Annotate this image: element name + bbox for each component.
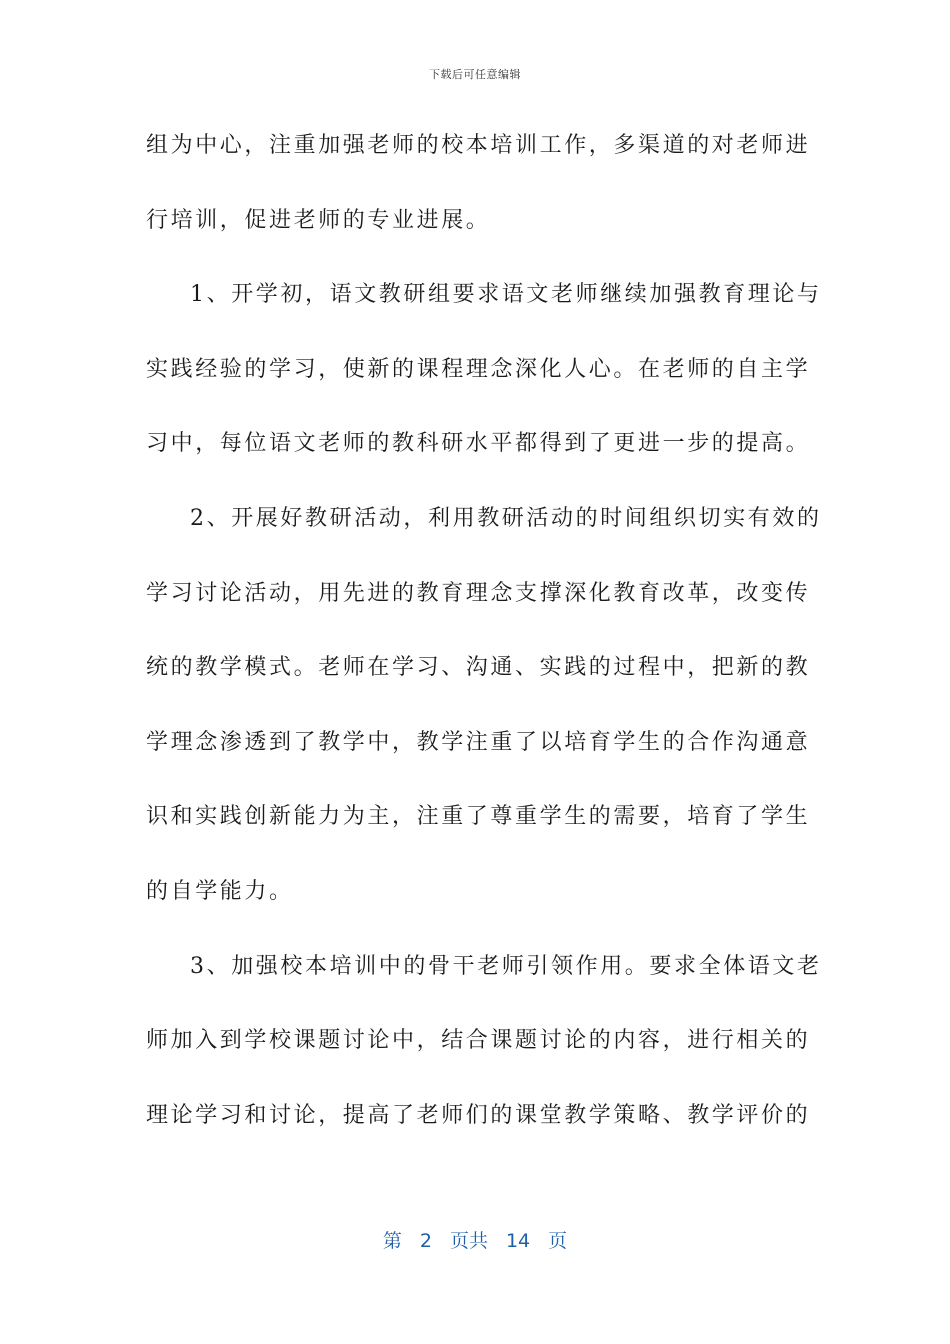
text-line-8: 统的教学模式。老师在学习、沟通、实践的过程中，把新的教 xyxy=(146,655,811,681)
text-line-13: 师加入到学校课题讨论中，结合课题讨论的内容，进行相关的 xyxy=(146,1028,811,1054)
text-line-14: 理论学习和讨论，提高了老师们的课堂教学策略、教学评价的 xyxy=(146,1102,811,1128)
footer-middle: 页共 xyxy=(449,1230,488,1252)
text-line-11: 的自学能力。 xyxy=(146,878,294,904)
footer-prefix: 第 xyxy=(382,1230,402,1252)
footer-page-number: 2 xyxy=(419,1230,432,1252)
footer-suffix: 页 xyxy=(548,1230,568,1252)
text-line-12: 3、加强校本培训中的骨干老师引领作用。要求全体语文老 xyxy=(190,953,822,979)
text-line-2: 行培训，促进老师的专业进展。 xyxy=(146,207,491,233)
text-line-4: 实践经验的学习，使新的课程理念深化人心。在老师的自主学 xyxy=(146,356,811,382)
page-footer xyxy=(0,1226,950,1253)
text-line-7: 学习讨论活动，用先进的教育理念支撑深化教育改革，改变传 xyxy=(146,580,811,606)
text-line-9: 学理念渗透到了教学中，教学注重了以培育学生的合作沟通意 xyxy=(146,729,811,755)
text-line-5: 习中，每位语文老师的教科研水平都得到了更进一步的提高。 xyxy=(146,431,811,457)
text-line-6: 2、开展好教研活动，利用教研活动的时间组织切实有效的 xyxy=(190,505,822,531)
footer-total-pages: 14 xyxy=(505,1230,531,1252)
body-text xyxy=(146,128,822,1172)
text-line-1: 组为中心，注重加强老师的校本培训工作，多渠道的对老师进 xyxy=(146,133,811,158)
text-line-3: 1、开学初，语文教研组要求语文老师继续加强教育理论与 xyxy=(190,282,822,308)
text-line-10: 识和实践创新能力为主，注重了尊重学生的需要，培育了学生 xyxy=(146,804,811,830)
header-note: 下载后可任意编辑 xyxy=(429,68,521,81)
